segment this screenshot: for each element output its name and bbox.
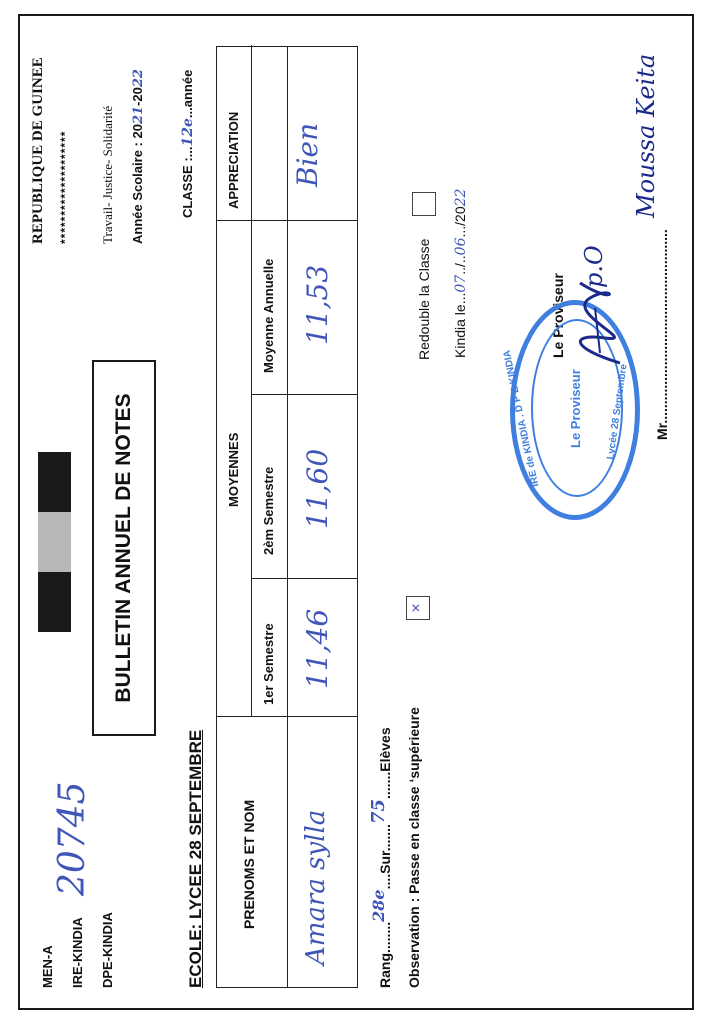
grade-sem1: 11,46 [301,608,334,689]
handwritten-number: 20745 [52,781,93,896]
signature-scribble [560,278,630,368]
rank-eleves: Elèves [377,727,393,772]
class-label: CLASSE : [180,157,195,218]
rank-value: 28e [369,889,388,922]
date-month: 06 [453,237,469,256]
header-appreciation: APPRECIATION [226,111,241,209]
rank-total: 75 [368,798,389,825]
school-year-to: 22 [131,69,146,88]
redouble-checkbox[interactable] [412,192,436,216]
proviseur-title: Le Proviseur [550,273,566,358]
country-name: REPUBLIQUE DE GUINEE [30,57,46,244]
grades-table [216,46,358,988]
observation-label: Observation : Passe en classe ‘supérieure [406,707,422,988]
redouble-label: Redouble la Classe [416,238,432,360]
school-year-from: 21 [131,105,146,125]
class-value: 12e [180,118,196,147]
appreciation-value: Bien [291,122,324,187]
school-year [130,69,146,244]
school-name: ECOLE: LYCEE 28 SEPTEMBRE [186,729,205,988]
passe-checkbox[interactable]: × [406,596,430,620]
header-name: PRENOMS ET NOM [241,799,257,929]
motto: Travail- Justice- Solidarité [100,105,115,244]
date-year: 22 [453,188,469,207]
class-line: CLASSE :...12e...année [180,69,196,218]
stars-line: ******************** [58,130,72,244]
date-prefix: Kindia le [452,304,468,358]
stamp-inner-title: Le Proviseur [568,369,583,448]
rank-label: Rang [377,953,393,988]
school-year-label: Année Scolaire : 20 [130,124,145,244]
ministry-label: MEN-A [40,945,55,988]
student-name: Amara sylla [301,809,331,965]
school-year-mid: -20 [130,87,145,106]
rank-sur-label: Sur [377,851,393,874]
rotated-document [20,16,692,1008]
stamp-bottom-text: Lycée 28 Septembre [605,363,630,461]
signature-name: Moussa Keita [632,53,660,218]
mr-label: Mr [654,423,670,440]
rank-line: Rang........28e....Sur.......75.......Elèves [368,727,393,988]
dpe-label: DPE-KINDIA [100,912,115,988]
ire-label: IRE-KINDIA [70,917,85,988]
date-sep2: /20 [452,206,468,226]
mr-line: Mr.................................................. [654,229,670,440]
class-suffix: année [180,69,195,108]
header-sem1: 1er Semestre [261,623,276,705]
header-annual: Moyenne Annuelle [261,258,276,373]
header-moyennes: MOYENNES [226,432,241,507]
report-card [18,14,694,1010]
signature-pd: p.O [580,245,608,288]
date-day: 07 [453,274,469,293]
document-title: BULLETIN ANNUEL DE NOTES [92,360,156,736]
date-sep1: / [452,263,468,268]
date-line: Kindia le...07../..06.../2022 [452,188,469,358]
grade-annual: 11,53 [301,264,334,345]
header-sem2: 2èm Semestre [261,466,276,555]
flag-icon [38,452,71,632]
grade-sem2: 11,60 [301,448,334,529]
stamp-outer-text: IRE de KINDIA . D P E KINDIA [501,348,542,488]
